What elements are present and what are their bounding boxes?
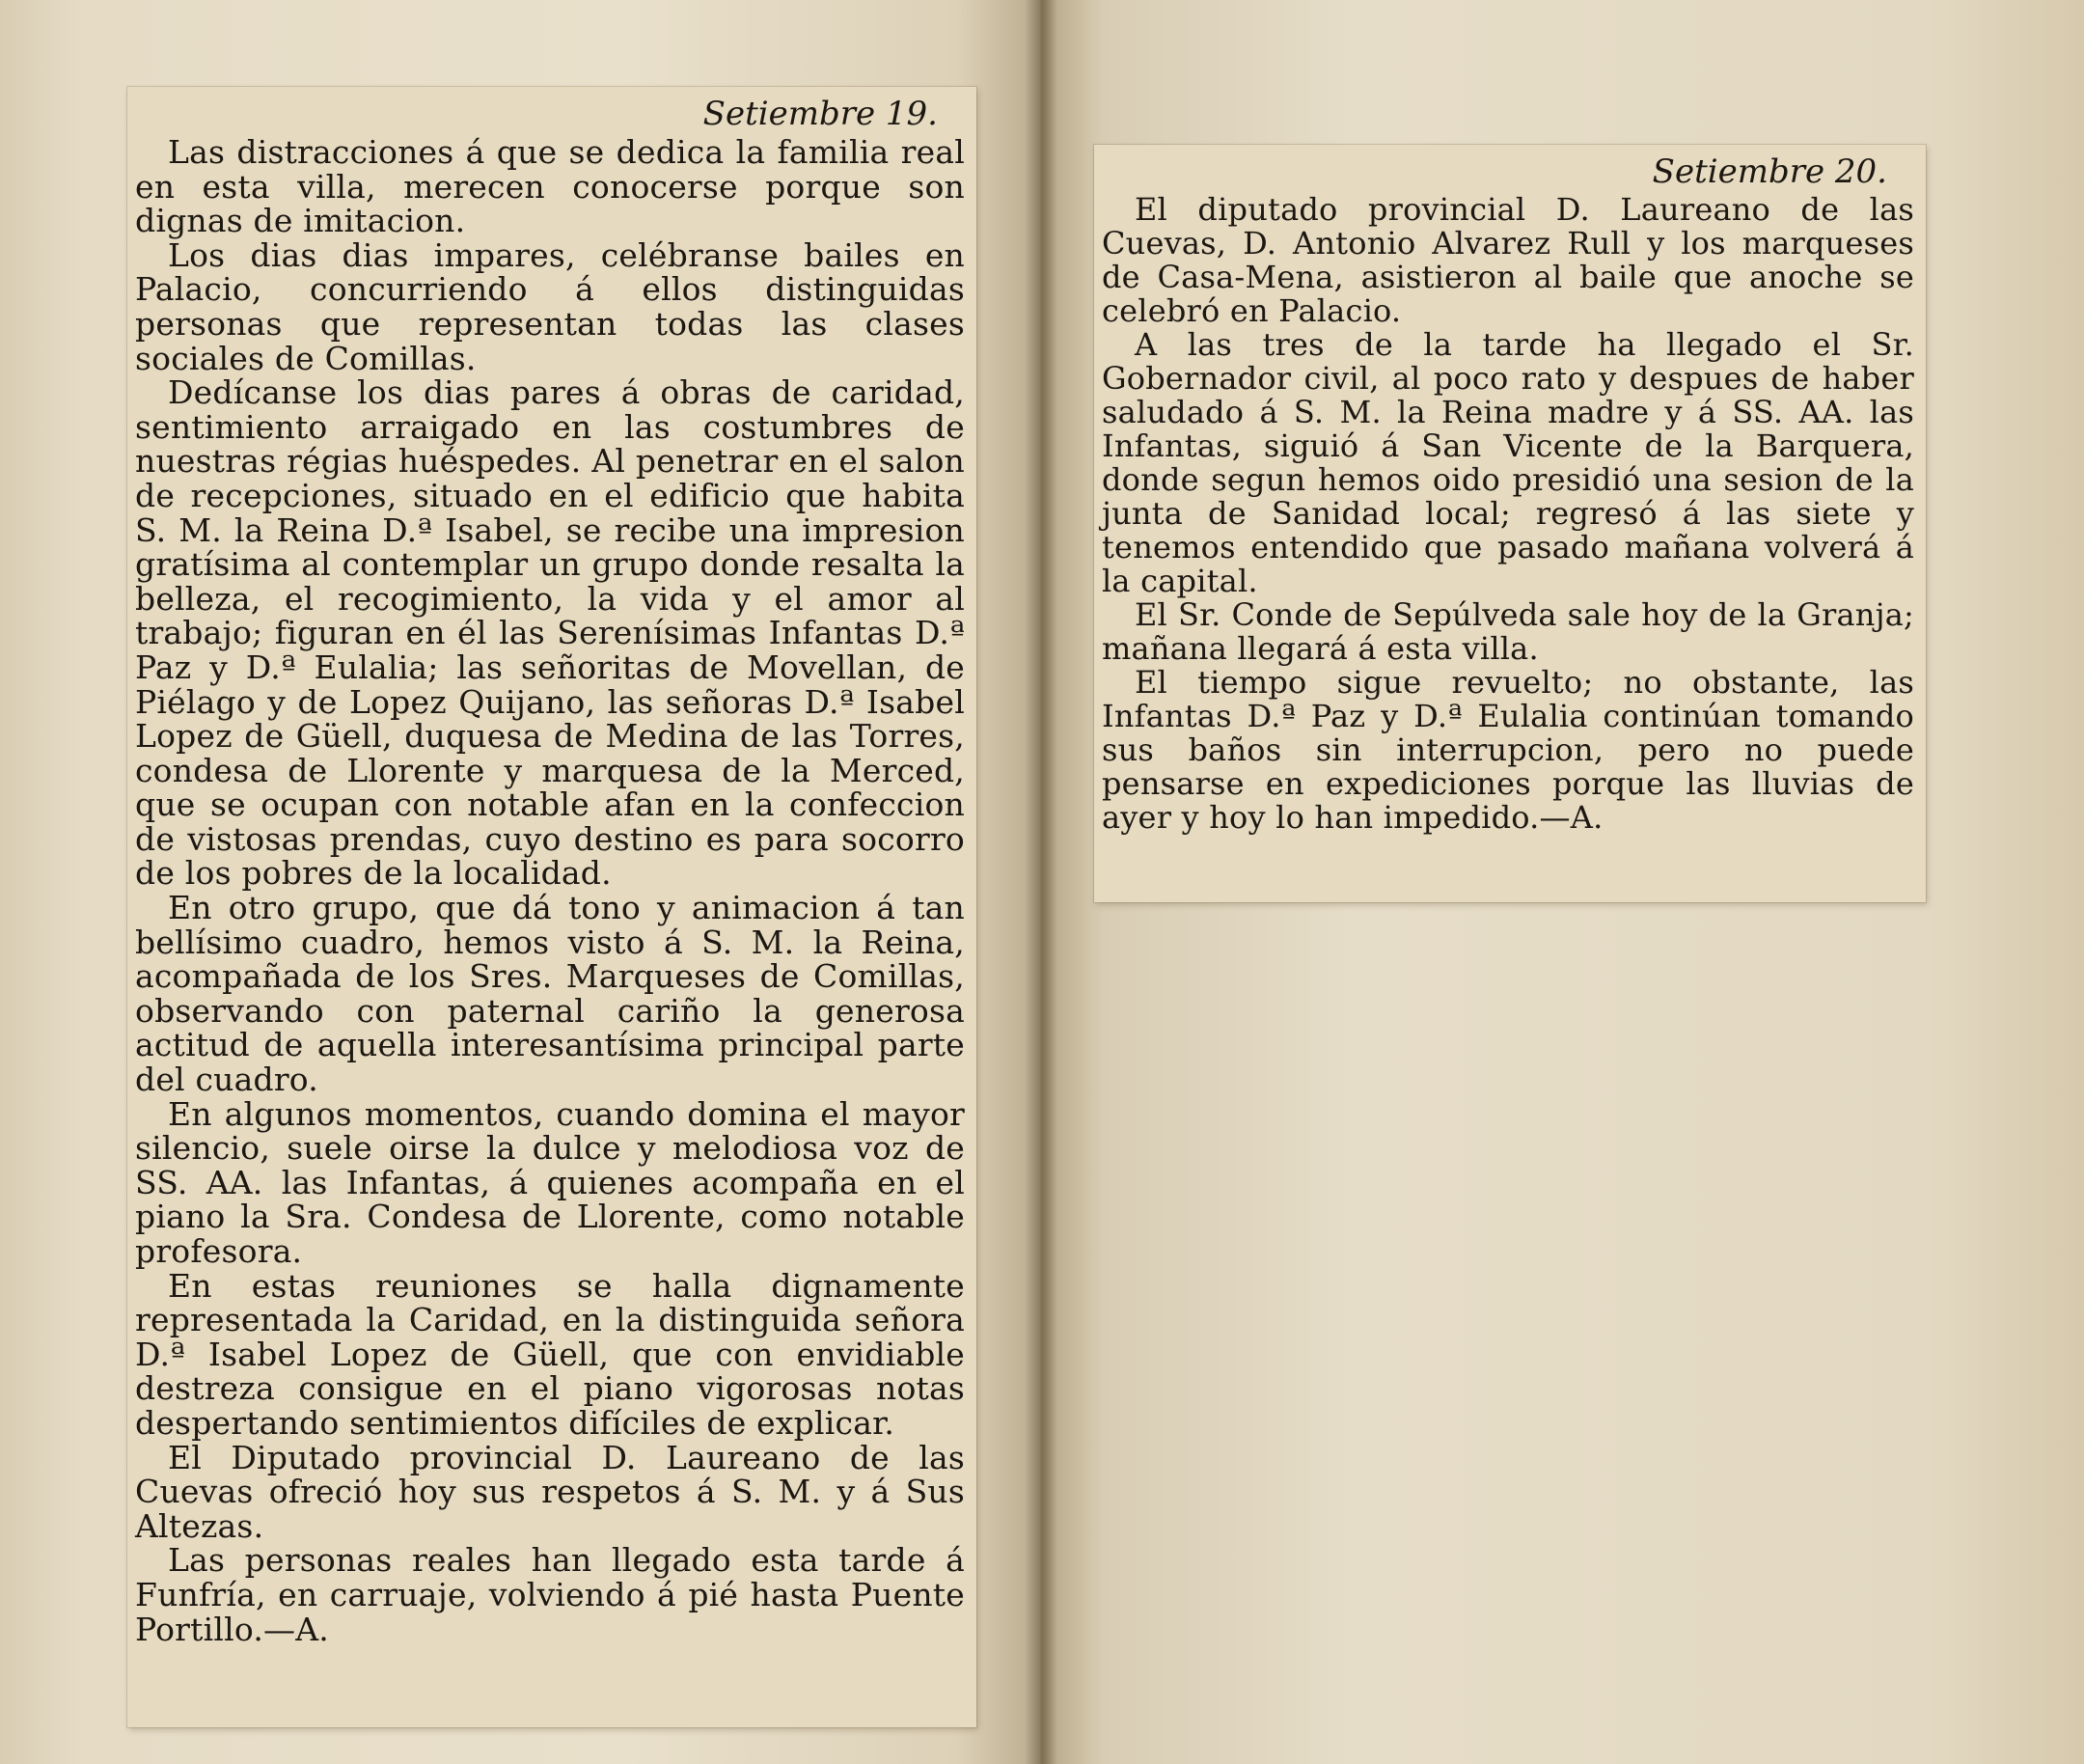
- left-paragraph: Las personas reales han llegado esta tarde á Funfría, en carruaje, volviendo á pié hasta Puente Portillo.—A.: [135, 1541, 965, 1648]
- left-paragraph: Las distracciones á que se dedica la familia real en esta villa, merecen conocerse porque son dignas de imitacion.: [135, 133, 965, 240]
- left-page: [0, 0, 1040, 1764]
- right-newspaper-clipping: [1094, 145, 1926, 902]
- left-article: [135, 135, 965, 1646]
- book-gutter: [1025, 0, 1057, 1764]
- right-paragraph: El tiempo sigue revuelto; no obstante, las Infantas D.ª Paz y D.ª Eulalia continúan tomando sus baños sin interrupcion, pero no puede pensarse en expediciones porque las lluvias de ayer y hoy lo han impedido.—A.: [1102, 664, 1914, 836]
- left-paragraph: El Diputado provincial D. Laureano de las Cuevas ofreció hoy sus respetos á S. M. y á Sus Altezas.: [135, 1438, 965, 1545]
- left-dateline: Setiembre 19.: [702, 95, 938, 133]
- left-paragraph: En algunos momentos, cuando domina el mayor silencio, suele oirse la dulce y melodiosa voz de SS. AA. las Infantas, á quienes acompaña en el piano la Sra. Condesa de Llorente, como notable profesora.: [135, 1094, 965, 1270]
- left-paragraph: En estas reuniones se halla dignamente representada la Caridad, en la distinguida señora D.ª Isabel Lopez de Güell, que con envidiable destreza consigue en el piano vigorosas notas despertando sentimientos difíciles de explicar.: [135, 1266, 965, 1442]
- right-dateline: Setiembre 20.: [1652, 152, 1887, 191]
- right-paragraph: El Sr. Conde de Sepúlveda sale hoy de la Granja; mañana llegará á esta villa.: [1102, 596, 1914, 667]
- left-paragraph: Los dias dias impares, celébranse bailes en Palacio, concurriendo á ellos distinguidas personas que representan todas las clases sociales de Comillas.: [135, 235, 965, 377]
- left-paragraph: Dedícanse los dias pares á obras de caridad, sentimiento arraigado en las costumbres de nuestras régias huéspedes. Al penetrar en el salon de recepciones, situado en el edificio que habita S. M. la Reina D.ª Isabel, se recibe una impresion gratísima al contemplar un grupo donde resalta la belleza, el recogimiento, la vida y el amor al trabajo; figuran en él las Serenísimas Infantas D.ª Paz y D.ª Eulalia; las señoritas de Movellan, de Piélago y de Lopez Quijano, las señoras D.ª Isabel Lopez de Güell, duquesa de Medina de las Torres, condesa de Llorente y marquesa de la Merced, que se ocupan con notable afan en la confeccion de vistosas prendas, cuyo destino es para socorro de los pobres de la localidad.: [135, 373, 965, 893]
- right-article: [1102, 193, 1914, 835]
- left-paragraph: En otro grupo, que dá tono y animacion á tan bellísimo cuadro, hemos visto á S. M. la Reina, acompañada de los Sres. Marqueses de Comillas, observando con paternal cariño la generosa actitud de aquella interesantísima principal parte del cuadro.: [135, 889, 965, 1099]
- left-newspaper-clipping: [127, 87, 976, 1727]
- right-paragraph: El diputado provincial D. Laureano de las Cuevas, D. Antonio Alvarez Rull y los marqueses de Casa-Mena, asistieron al baile que anoche se celebró en Palacio.: [1102, 191, 1914, 329]
- right-paragraph: A las tres de la tarde ha llegado el Sr. Gobernador civil, al poco rato y despues de haber saludado á S. M. la Reina madre y á SS. AA. las Infantas, siguió á San Vicente de la Barquera, donde segun hemos oido presidió una sesion de la junta de Sanidad local; regresó á las siete y tenemos entendido que pasado mañana volverá á la capital.: [1102, 326, 1914, 599]
